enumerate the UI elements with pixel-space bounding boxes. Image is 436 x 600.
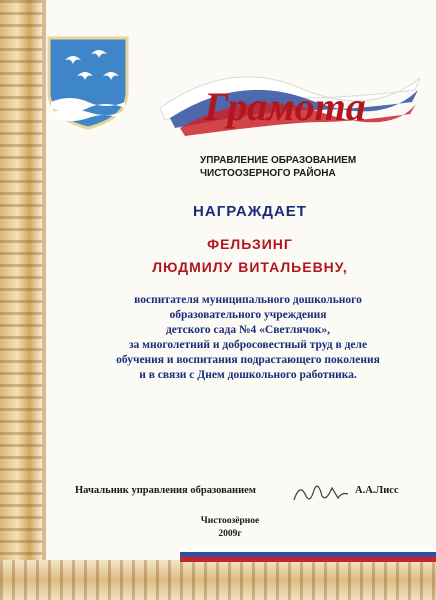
- reason-line: образовательного учреждения: [169, 309, 327, 321]
- place-and-date: [185, 515, 275, 541]
- reason-line: обучения и воспитания подрастающего поколения: [116, 354, 380, 366]
- award-heading: НАГРАЖДАЕТ: [193, 203, 307, 220]
- title-text: Грамота: [204, 84, 366, 129]
- place: Чистоозёрное: [200, 516, 260, 526]
- award-reason: [68, 293, 428, 383]
- year: 2009г: [218, 529, 242, 539]
- title-ribbon: [150, 68, 420, 138]
- flag-stripe: [180, 548, 436, 562]
- handwritten-signature: [290, 478, 350, 508]
- coat-of-arms: [45, 32, 131, 132]
- ornamental-border-bottom: [0, 560, 436, 600]
- ornamental-border-left: [0, 0, 42, 600]
- issuer-line-2: ЧИСТООЗЕРНОГО РАЙОНА: [200, 168, 336, 179]
- reason-line: за многолетний и добросовестный труд в деле: [128, 339, 368, 351]
- recipient-name: ЛЮДМИЛУ ВИТАЛЬЕВНУ,: [152, 259, 348, 275]
- reason-line: детского сада №4 «Светлячок»,: [165, 324, 331, 336]
- reason-line: и в связи с Днем дошкольного работника.: [139, 369, 357, 381]
- signatory-name: А.А.Лисс: [355, 485, 399, 496]
- reason-line: воспитателя муниципального дошкольного: [134, 294, 362, 306]
- recipient-surname: ФЕЛЬЗИНГ: [207, 236, 293, 252]
- issuer-line-1: УПРАВЛЕНИЕ ОБРАЗОВАНИЕМ: [200, 155, 357, 166]
- issuer-block: [200, 154, 420, 180]
- signatory-position: Начальник управления образованием: [75, 485, 256, 496]
